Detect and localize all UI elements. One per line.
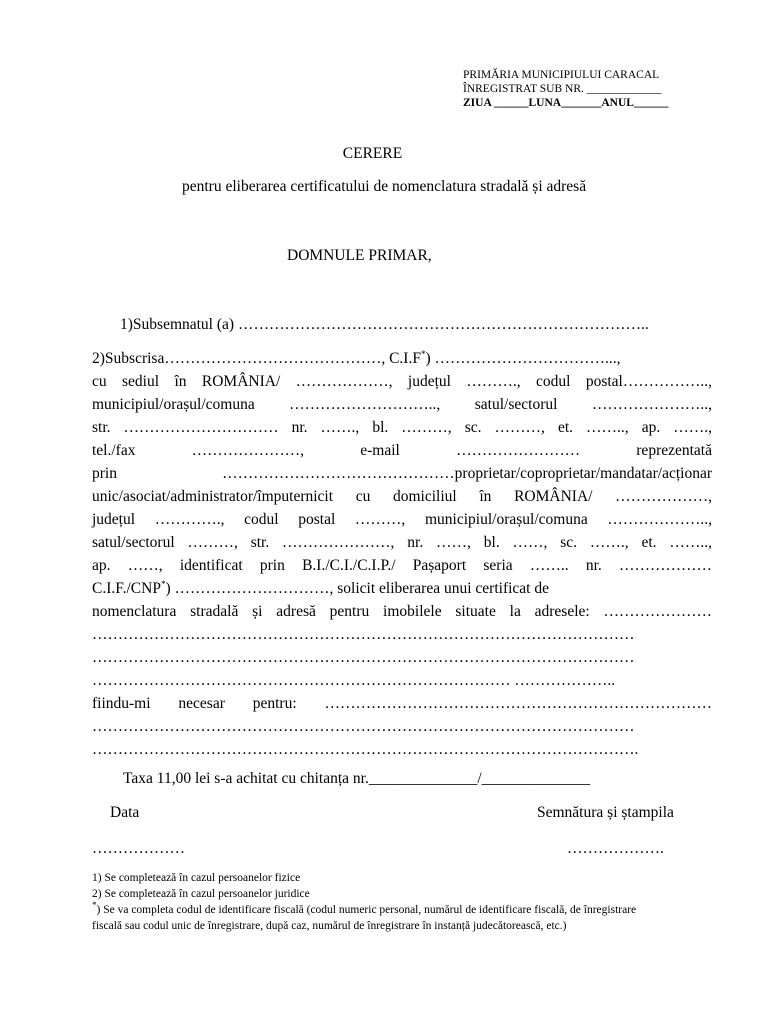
cif-dots: ……………………………...,	[430, 350, 621, 367]
street-line: str. ………………………… nr. ……., bl. ………, sc. ………, et. …….., ap. …….,	[92, 419, 712, 436]
footnotes	[92, 870, 636, 934]
tax-receipt-line: Taxa 11,00 lei s-a achitat cu chitanța nr.______________/______________	[123, 770, 591, 787]
footnote-star-mark: *	[92, 900, 97, 911]
address-dots-2: ……………………………………………………………………………………………	[92, 649, 635, 666]
footnote-2: 2) Se completează în cazul persoanelor juridice	[92, 888, 310, 900]
address-dots-1: ……………………………………………………………………………………………	[92, 626, 635, 643]
cnp-line	[92, 580, 712, 598]
request-statement: ) …………………………, solicit eliberarea unui certificat de	[165, 580, 549, 597]
request-body	[92, 0, 712, 760]
person-name-line: 1)Subsemnatul (a) ……………………………………………………………………..	[120, 316, 649, 333]
date-field: ………………	[92, 840, 185, 857]
greeting: DOMNULE PRIMAR,	[287, 247, 432, 264]
address-line: nomenclatura stradală și adresă pentru imobilele situate la adresele: …………………	[92, 603, 712, 620]
representative-locality-line: județul …………., codul postal ………, municipiul/orașul/comuna ………………..,	[92, 511, 712, 528]
cnp-label: C.I.F./CNP	[92, 580, 161, 597]
footnote-star	[92, 902, 636, 918]
purpose-dots-1: ……………………………………………………………………………………………	[92, 718, 635, 735]
locality-line: municipiul/orașul/comuna ……………………….., satul/sectorul …………………..,	[92, 396, 712, 413]
representative-street-line: satul/sectorul ………, str. …………………, nr. ……, bl. ……, sc. ……., et. ……..,	[92, 534, 712, 551]
purpose-dots-2: …………………………………………………………………………………………….	[92, 741, 639, 758]
institution-name: PRIMĂRIA MUNICIPIULUI CARACAL	[463, 69, 660, 81]
identification-line: ap. ……, identificat prin B.I./C.I./C.I.P./ Pașaport seria …….. nr. ………………	[92, 557, 712, 574]
footnote-star-mark-paren: )	[96, 904, 101, 916]
paren-close: )	[425, 350, 431, 367]
footnote-mark-2: *	[160, 578, 166, 589]
representative-line: prin ………………………………………proprietar/coproprietar/mandatar/acționar	[92, 465, 712, 482]
company-label: 2)Subscrisa……………………………………, C.I.F	[92, 350, 421, 367]
document-title: CERERE	[342, 145, 403, 162]
contact-line: tel./fax …………………, e-mail …………………… reprezentată	[92, 442, 712, 459]
representative-role-line: unic/asociat/administrator/împuternicit cu domiciliul în ROMÂNIA/ ………………,	[92, 488, 712, 505]
footnote-1: 1) Se completează în cazul persoanelor fizice	[92, 872, 301, 884]
signature-field: ……………….	[567, 840, 664, 857]
date-label: Data	[110, 804, 140, 821]
company-line	[92, 350, 712, 368]
purpose-line: fiindu-mi necesar pentru: …………………………………………………………………	[92, 695, 712, 712]
signature-label: Semnătura și ștampila	[537, 804, 674, 821]
document-subtitle: pentru eliberarea certificatului de nomenclatura stradală și adresă	[182, 178, 587, 195]
footnote-3-line2: fiscală sau codul unic de înregistrare, după caz, numărul de înregistrare în instanță judecătorească, etc.)	[92, 920, 567, 932]
registration-date-field: ZIUA ______LUNA_______ANUL______	[463, 97, 669, 109]
footnote-mark: *	[420, 348, 426, 359]
headquarters-line: cu sediul în ROMÂNIA/ ………………, județul ………., codul postal……………..,	[92, 373, 712, 390]
footnote-3-line1: Se va completa codul de identificare fiscală (codul numeric personal, numărul de identificare fiscală, de înregistrare	[103, 904, 637, 916]
registration-number-field: ÎNREGISTRAT SUB NR. _____________	[463, 83, 662, 95]
address-dots-3: ……………………………………………………………………… ………………..	[92, 672, 616, 689]
